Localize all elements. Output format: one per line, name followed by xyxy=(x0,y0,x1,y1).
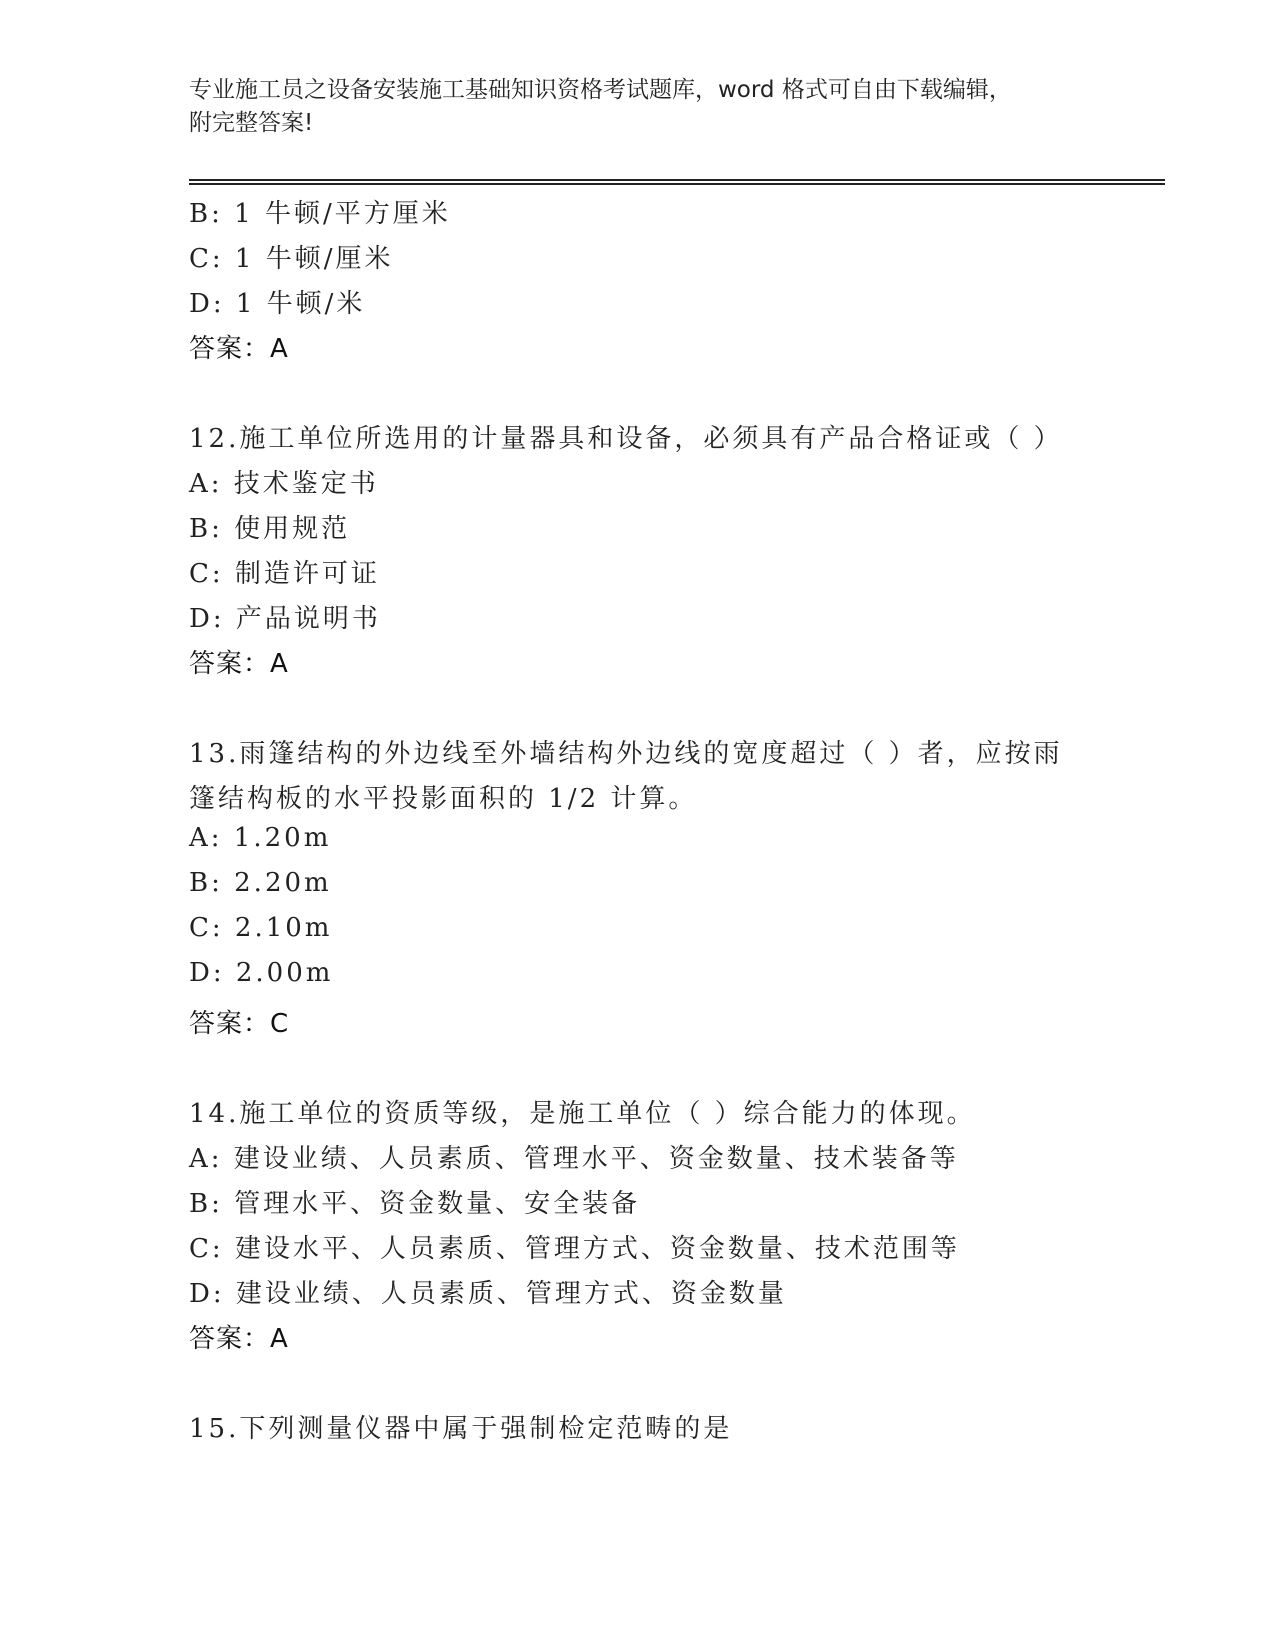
q14-option-d: D: 建设业绩、人员素质、管理方式、资金数量 xyxy=(189,1279,787,1309)
q14-option-c: C: 建设水平、人员素质、管理方式、资金数量、技术范围等 xyxy=(189,1234,960,1264)
q11-answer: 答案：A xyxy=(189,334,289,364)
q13-option-c: C: 2.10m xyxy=(189,913,333,943)
header-title-line1: 专业施工员之设备安装施工基础知识资格考试题库，word 格式可自由下载编辑， xyxy=(189,77,1012,103)
q12-option-a: A: 技术鉴定书 xyxy=(189,469,379,499)
q11-option-d: D: 1 牛顿/米 xyxy=(189,289,366,319)
q13-option-b: B: 2.20m xyxy=(189,868,332,898)
header-title-line2: 附完整答案! xyxy=(189,110,314,136)
q12-option-c: C: 制造许可证 xyxy=(189,559,380,589)
q13-question-line1: 13.雨篷结构的外边线至外墙结构外边线的宽度超过（ ）者，应按雨 xyxy=(189,739,1063,769)
q11-option-c: C: 1 牛顿/厘米 xyxy=(189,244,394,274)
q14-question: 14.施工单位的资质等级，是施工单位（ ）综合能力的体现。 xyxy=(189,1099,976,1129)
q12-option-d: D: 产品说明书 xyxy=(189,604,381,634)
q14-option-b: B: 管理水平、资金数量、安全装备 xyxy=(189,1189,641,1219)
q12-option-b: B: 使用规范 xyxy=(189,514,351,544)
q13-question-line2: 篷结构板的水平投影面积的 1/2 计算。 xyxy=(189,784,698,814)
document-header xyxy=(189,74,1169,140)
header-divider-bottom xyxy=(189,183,1165,185)
q12-answer: 答案：A xyxy=(189,649,289,679)
q14-option-a: A: 建设业绩、人员素质、管理水平、资金数量、技术装备等 xyxy=(189,1144,959,1174)
q13-option-a: A: 1.20m xyxy=(189,823,332,853)
q13-option-d: D: 2.00m xyxy=(189,958,334,988)
q13-answer: 答案：C xyxy=(189,1009,290,1039)
q15-question: 15.下列测量仪器中属于强制检定范畴的是 xyxy=(189,1414,733,1444)
q11-option-b: B: 1 牛顿/平方厘米 xyxy=(189,199,451,229)
q14-answer: 答案：A xyxy=(189,1324,289,1354)
q12-question: 12.施工单位所选用的计量器具和设备，必须具有产品合格证或（ ） xyxy=(189,424,1063,454)
header-divider-top xyxy=(189,179,1165,181)
